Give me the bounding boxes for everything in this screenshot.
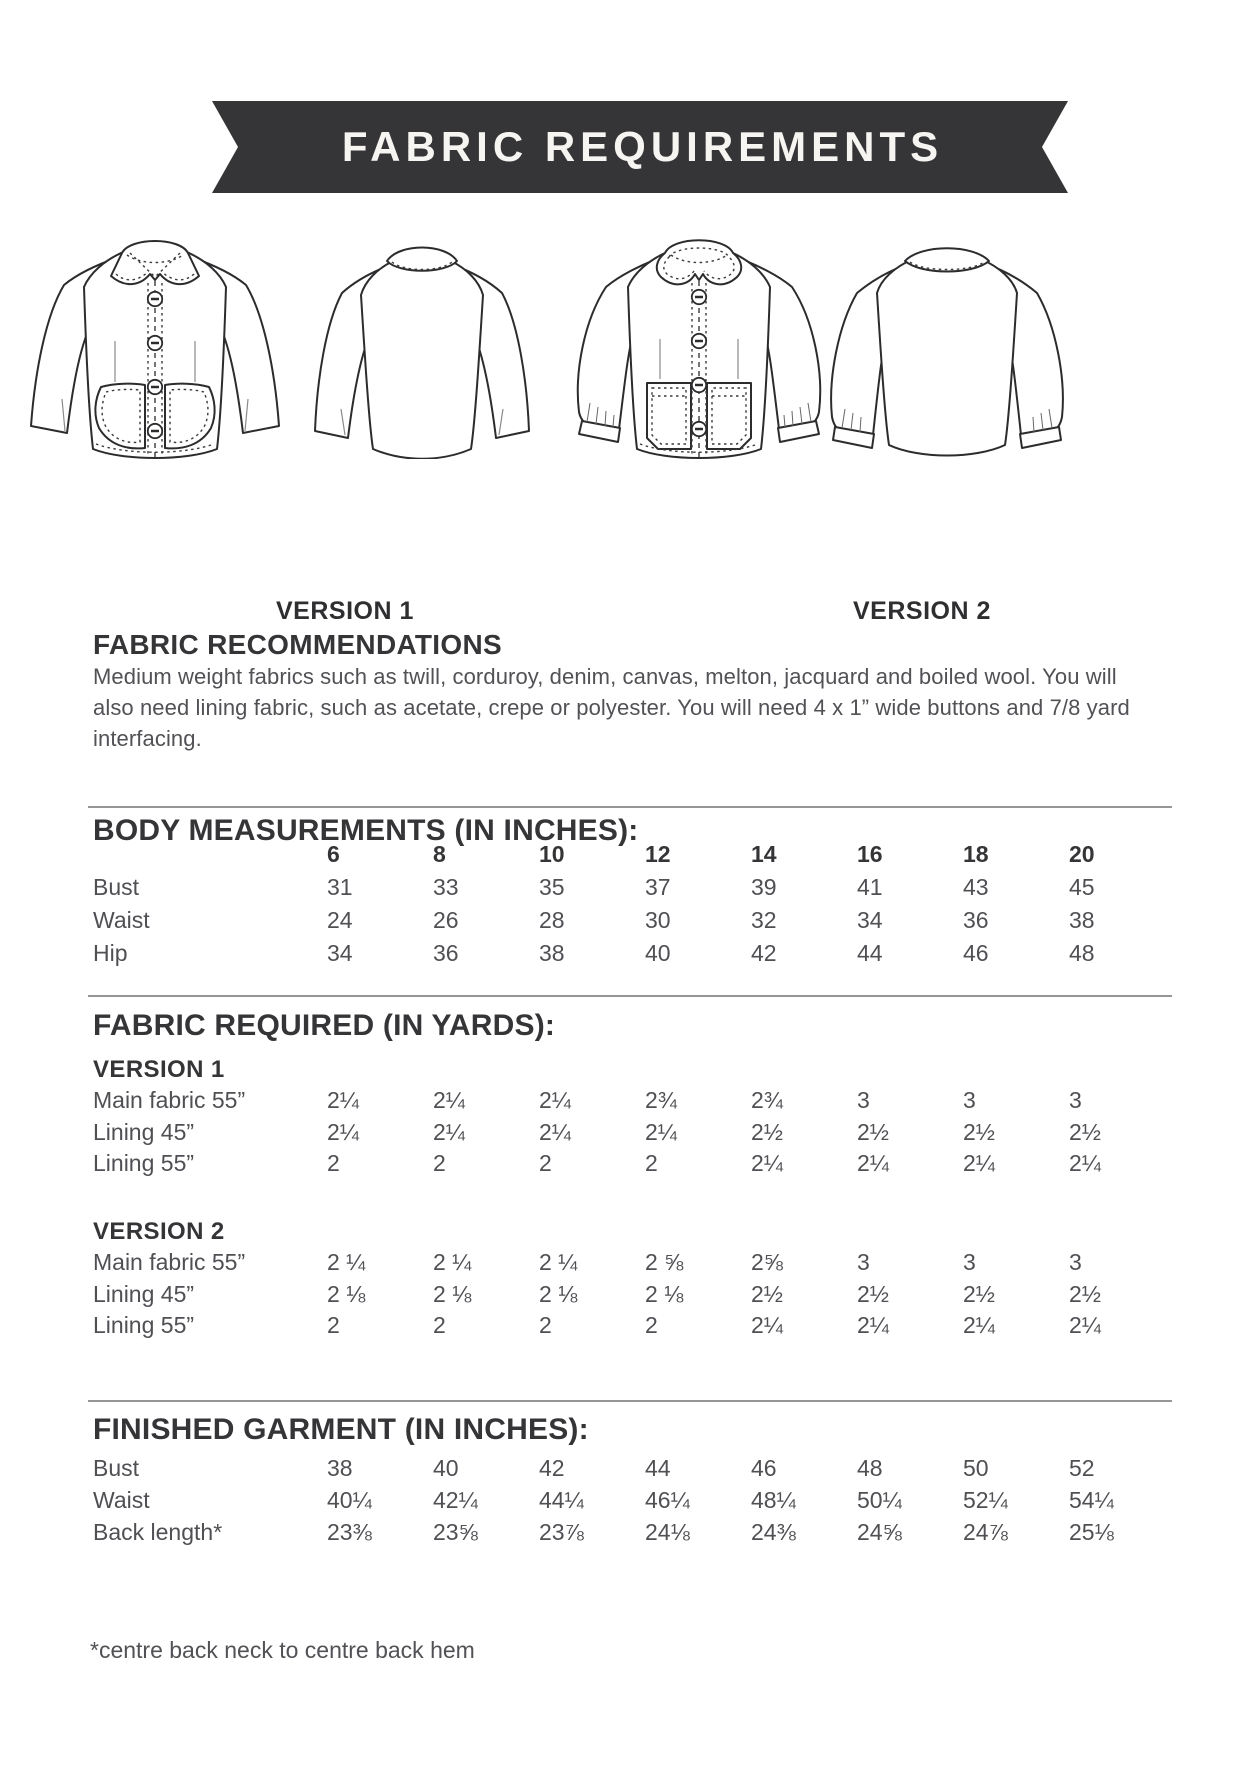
measurement-value: 24⅛ <box>645 1518 690 1545</box>
version-1-label: VERSION 1 <box>276 597 414 625</box>
yardage-value: 3 <box>1069 1249 1082 1276</box>
yardage-value: 2¼ <box>539 1087 571 1114</box>
measurement-value: 38 <box>539 940 565 966</box>
yardage-value: 2 <box>327 1312 340 1339</box>
finished-garment-heading: FINISHED GARMENT (IN INCHES): <box>93 1413 589 1446</box>
fabric-recommendations-heading: FABRIC RECOMMENDATIONS <box>93 629 502 660</box>
yardage-value: 2 <box>433 1312 446 1339</box>
measurement-value: 24 <box>327 907 353 933</box>
measurement-value: 36 <box>433 940 459 966</box>
size-column-header: 8 <box>433 841 446 867</box>
yardage-value: 3 <box>963 1249 976 1276</box>
yardage-value: 2¼ <box>327 1087 359 1114</box>
version-1-yardage-table <box>93 1085 1175 1180</box>
corner-cell <box>93 838 327 871</box>
fabric-required-heading: FABRIC REQUIRED (IN YARDS): <box>93 1009 556 1042</box>
measurement-value: 45 <box>1069 874 1095 900</box>
measurement-value: 44 <box>645 1454 671 1481</box>
yardage-value: 2 ⅝ <box>645 1249 684 1276</box>
size-column-header: 12 <box>645 841 671 867</box>
collar <box>905 248 989 271</box>
measurement-value: 40 <box>645 940 671 966</box>
measurement-value: 39 <box>751 874 777 900</box>
fabric-recommendations-text: Medium weight fabrics such as twill, corduroy, denim, canvas, melton, jacquard and boiled wool. You will also need lining fabric, such as acetate, crepe or polyester. You will need 4 x 1” wide buttons and 7/8 yard interfacing. <box>93 664 1130 751</box>
measurement-value: 46¼ <box>645 1486 690 1513</box>
yardage-value: 2¼ <box>433 1087 465 1114</box>
yardage-value: 3 <box>857 1249 870 1276</box>
yardage-value: 2 <box>645 1150 658 1177</box>
measurement-value: 41 <box>857 874 883 900</box>
finished-garment-table <box>93 1452 1175 1548</box>
section-divider <box>88 995 1172 997</box>
measurement-value: 50¼ <box>857 1486 902 1513</box>
yardage-value: 3 <box>857 1087 870 1114</box>
yardage-value: 2½ <box>857 1280 889 1307</box>
yardage-value: 2 <box>539 1150 552 1177</box>
row-label: Lining 45” <box>93 1280 195 1307</box>
version-1-subheading: VERSION 1 <box>93 1056 225 1083</box>
size-column-header: 6 <box>327 841 340 867</box>
yardage-value: 2 ⅛ <box>433 1280 472 1307</box>
yardage-value: 2½ <box>963 1280 995 1307</box>
yardage-value: 2 <box>645 1312 658 1339</box>
size-column-header: 20 <box>1069 841 1095 867</box>
yardage-value: 2¼ <box>963 1312 995 1339</box>
row-label: Bust <box>93 874 140 900</box>
collar <box>657 240 741 284</box>
yardage-value: 2½ <box>1069 1280 1101 1307</box>
section-divider <box>88 806 1172 808</box>
measurement-value: 48¼ <box>751 1486 796 1513</box>
measurement-value: 30 <box>645 907 671 933</box>
body-measurements-heading: BODY MEASUREMENTS (IN INCHES): <box>93 814 639 847</box>
measurement-value: 34 <box>857 907 883 933</box>
version-2-label: VERSION 2 <box>853 597 991 625</box>
yardage-value: 3 <box>963 1087 976 1114</box>
yardage-value: 2 ⅛ <box>327 1280 366 1307</box>
measurement-value: 28 <box>539 907 565 933</box>
measurement-value: 50 <box>963 1454 989 1481</box>
yardage-value: 2¾ <box>751 1087 783 1114</box>
measurement-value: 42 <box>539 1454 565 1481</box>
measurement-value: 43 <box>963 874 989 900</box>
measurement-value: 48 <box>1069 940 1095 966</box>
yardage-value: 2¼ <box>751 1312 783 1339</box>
measurement-value: 42¼ <box>433 1486 478 1513</box>
yardage-value: 2 <box>327 1150 340 1177</box>
yardage-value: 2¾ <box>645 1087 677 1114</box>
version-2-yardage-table <box>93 1247 1175 1342</box>
measurement-value: 24⅝ <box>857 1518 902 1545</box>
yardage-value: 2¼ <box>751 1150 783 1177</box>
body-measurements-table <box>93 838 1175 970</box>
measurement-value: 24⅜ <box>751 1518 796 1545</box>
measurement-value: 31 <box>327 874 353 900</box>
section-divider <box>88 1400 1172 1402</box>
measurement-value: 52¼ <box>963 1486 1008 1513</box>
row-label: Waist <box>93 1486 150 1513</box>
yardage-value: 2 ¼ <box>433 1249 472 1276</box>
measurement-value: 32 <box>751 907 777 933</box>
jacket-body <box>877 254 1017 456</box>
measurement-value: 36 <box>963 907 989 933</box>
measurement-value: 35 <box>539 874 565 900</box>
measurement-value: 44 <box>857 940 883 966</box>
pocket-right <box>707 383 751 449</box>
measurement-value: 52 <box>1069 1454 1095 1481</box>
measurement-value: 44¼ <box>539 1486 584 1513</box>
row-label: Main fabric 55” <box>93 1087 246 1114</box>
version-2-subheading: VERSION 2 <box>93 1218 225 1245</box>
yardage-value: 2 ¼ <box>327 1249 366 1276</box>
measurement-value: 46 <box>751 1454 777 1481</box>
yardage-value: 3 <box>1069 1087 1082 1114</box>
size-column-header: 10 <box>539 841 565 867</box>
pocket-left <box>647 383 691 449</box>
yardage-value: 2¼ <box>539 1118 571 1145</box>
row-label: Lining 55” <box>93 1312 195 1339</box>
jacket-version1-front-illustration <box>26 219 284 465</box>
size-column-header: 16 <box>857 841 883 867</box>
jacket-version2-front-illustration <box>570 219 828 465</box>
measurement-value: 38 <box>327 1454 353 1481</box>
yardage-value: 2½ <box>857 1118 889 1145</box>
jacket-version1-back-illustration <box>311 231 533 459</box>
yardage-value: 2¼ <box>327 1118 359 1145</box>
measurement-value: 48 <box>857 1454 883 1481</box>
row-label: Lining 55” <box>93 1150 195 1177</box>
yardage-value: 2½ <box>1069 1118 1101 1145</box>
jacket-body <box>361 256 483 459</box>
yardage-value: 2 ¼ <box>539 1249 578 1276</box>
measurement-value: 33 <box>433 874 459 900</box>
yardage-value: 2½ <box>751 1280 783 1307</box>
yardage-value: 2¼ <box>963 1150 995 1177</box>
measurement-value: 26 <box>433 907 459 933</box>
yardage-value: 2¼ <box>857 1150 889 1177</box>
measurement-value: 34 <box>327 940 353 966</box>
row-label: Bust <box>93 1454 140 1481</box>
yardage-value: 2 ⅛ <box>539 1280 578 1307</box>
measurement-value: 23⅞ <box>539 1518 584 1545</box>
row-label: Hip <box>93 940 128 966</box>
row-label: Waist <box>93 907 150 933</box>
measurement-value: 37 <box>645 874 671 900</box>
yardage-value: 2¼ <box>1069 1312 1101 1339</box>
yardage-value: 2¼ <box>857 1312 889 1339</box>
measurement-value: 38 <box>1069 907 1095 933</box>
measurement-value: 42 <box>751 940 777 966</box>
yardage-value: 2 <box>539 1312 552 1339</box>
yardage-value: 2 ⅛ <box>645 1280 684 1307</box>
row-label: Back length* <box>93 1518 223 1545</box>
yardage-value: 2⅝ <box>751 1249 783 1276</box>
collar <box>111 241 199 284</box>
yardage-value: 2½ <box>751 1118 783 1145</box>
yardage-value: 2¼ <box>1069 1150 1101 1177</box>
measurement-value: 46 <box>963 940 989 966</box>
yardage-value: 2½ <box>963 1118 995 1145</box>
measurement-value: 24⅞ <box>963 1518 1008 1545</box>
measurement-value: 40¼ <box>327 1486 372 1513</box>
row-label: Main fabric 55” <box>93 1249 246 1276</box>
measurement-value: 54¼ <box>1069 1486 1114 1513</box>
row-label: Lining 45” <box>93 1118 195 1145</box>
measurement-value: 23⅜ <box>327 1518 372 1545</box>
measurement-value: 40 <box>433 1454 459 1481</box>
yardage-value: 2 <box>433 1150 446 1177</box>
size-column-header: 18 <box>963 841 989 867</box>
measurement-value: 25⅛ <box>1069 1518 1114 1545</box>
collar <box>387 248 457 271</box>
yardage-value: 2¼ <box>645 1118 677 1145</box>
yardage-value: 2¼ <box>433 1118 465 1145</box>
footnote-text: *centre back neck to centre back hem <box>90 1637 475 1663</box>
jacket-version2-back-illustration <box>823 231 1071 459</box>
measurement-value: 23⅝ <box>433 1518 478 1545</box>
size-column-header: 14 <box>751 841 777 867</box>
banner-title: FABRIC REQUIREMENTS <box>341 123 944 170</box>
